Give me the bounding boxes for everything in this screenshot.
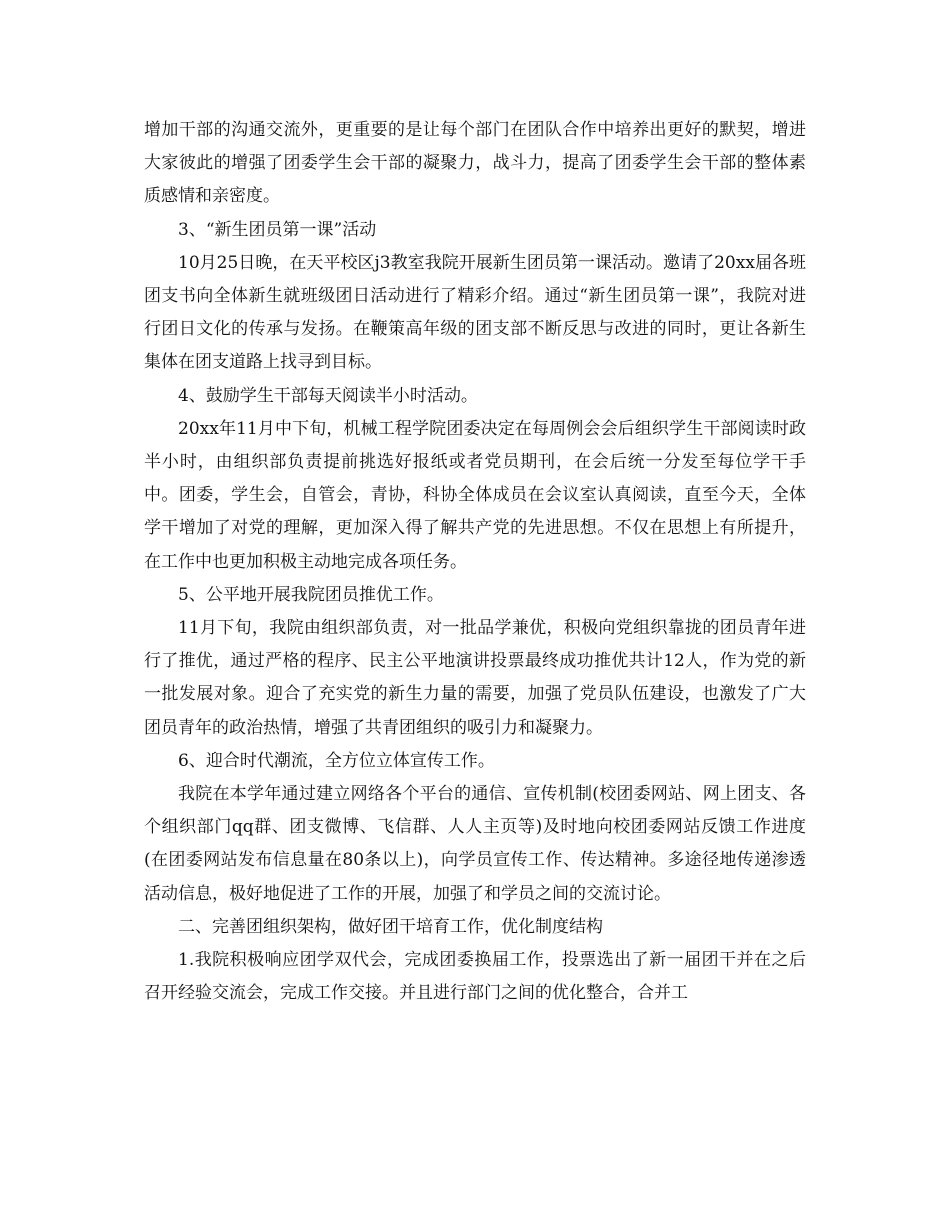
document-body [144, 114, 806, 1010]
paragraph-2-heading: 3、“新生团员第一课”活动 [178, 219, 377, 240]
paragraph-11: 1.我院积极响应团学双代会，完成团委换届工作，投票选出了新一届团干并在之后召开经验交流会，完成工作交接。并且进行部门之间的优化整合，合并工 [144, 950, 806, 1004]
paragraph-10-section-heading: 二、完善团组织架构，做好团干培育工作，优化制度结构 [178, 916, 603, 937]
paragraph-1: 增加干部的沟通交流外，更重要的是让每个部门在团队合作中培养出更好的默契，增进大家彼此的增强了团委学生会干部的凝聚力，战斗力，提高了团委学生会干部的整体素质感情和亲密度。 [144, 120, 806, 207]
paragraph-6-heading: 5、公平地开展我院团员推优工作。 [178, 584, 444, 605]
paragraph-8-heading: 6、迎合时代潮流，全方位立体宣传工作。 [178, 750, 495, 771]
paragraph-7: 11月下旬，我院由组织部负责，对一批品学兼优，积极向党组织靠拢的团员青年进行了推优，通过严格的程序、民主公平地演讲投票最终成功推优共计12人，作为党的新一批发展对象。迎合了充实党的新生力量的需要，加强了党员队伍建设，也激发了广大团员青年的政治热情，增强了共青团组织的吸引力和凝聚力。 [144, 618, 806, 738]
paragraph-3: 10月25日晚，在天平校区j3教室我院开展新生团员第一课活动。邀请了20xx届各班团支书向全体新生就班级团日活动进行了精彩介绍。通过“新生团员第一课”，我院对进行团日文化的传承与发扬。在鞭策高年级的团支部不断反思与改进的同时，更让各新生集体在团支道路上找寻到目标。 [144, 252, 806, 373]
paragraph-4-heading: 4、鼓励学生干部每天阅读半小时活动。 [178, 385, 478, 406]
paragraph-5: 20xx年11月中下旬，机械工程学院团委决定在每周例会会后组织学生干部阅读时政半小时，由组织部负责提前挑选好报纸或者党员期刊，在会后统一分发至每位学干手中。团委，学生会，自管会，青协，科协全体成员在会议室认真阅读，直至今天，全体学干增加了对党的理解，更加深入得了解共产党的先进思想。不仅在思想上有所提升，在工作中也更加积极主动地完成各项任务。 [144, 418, 806, 572]
paragraph-9: 我院在本学年通过建立网络各个平台的通信、宣传机制(校团委网站、网上团支、各个组织部门qq群、团支微博、飞信群、人人主页等)及时地向校团委网站反馈工作进度(在团委网站发布信息量在80条以上)，向学员宣传工作、传达精神。多途径地传递渗透活动信息，极好地促进了工作的开展，加强了和学员之间的交流讨论。 [144, 784, 806, 904]
